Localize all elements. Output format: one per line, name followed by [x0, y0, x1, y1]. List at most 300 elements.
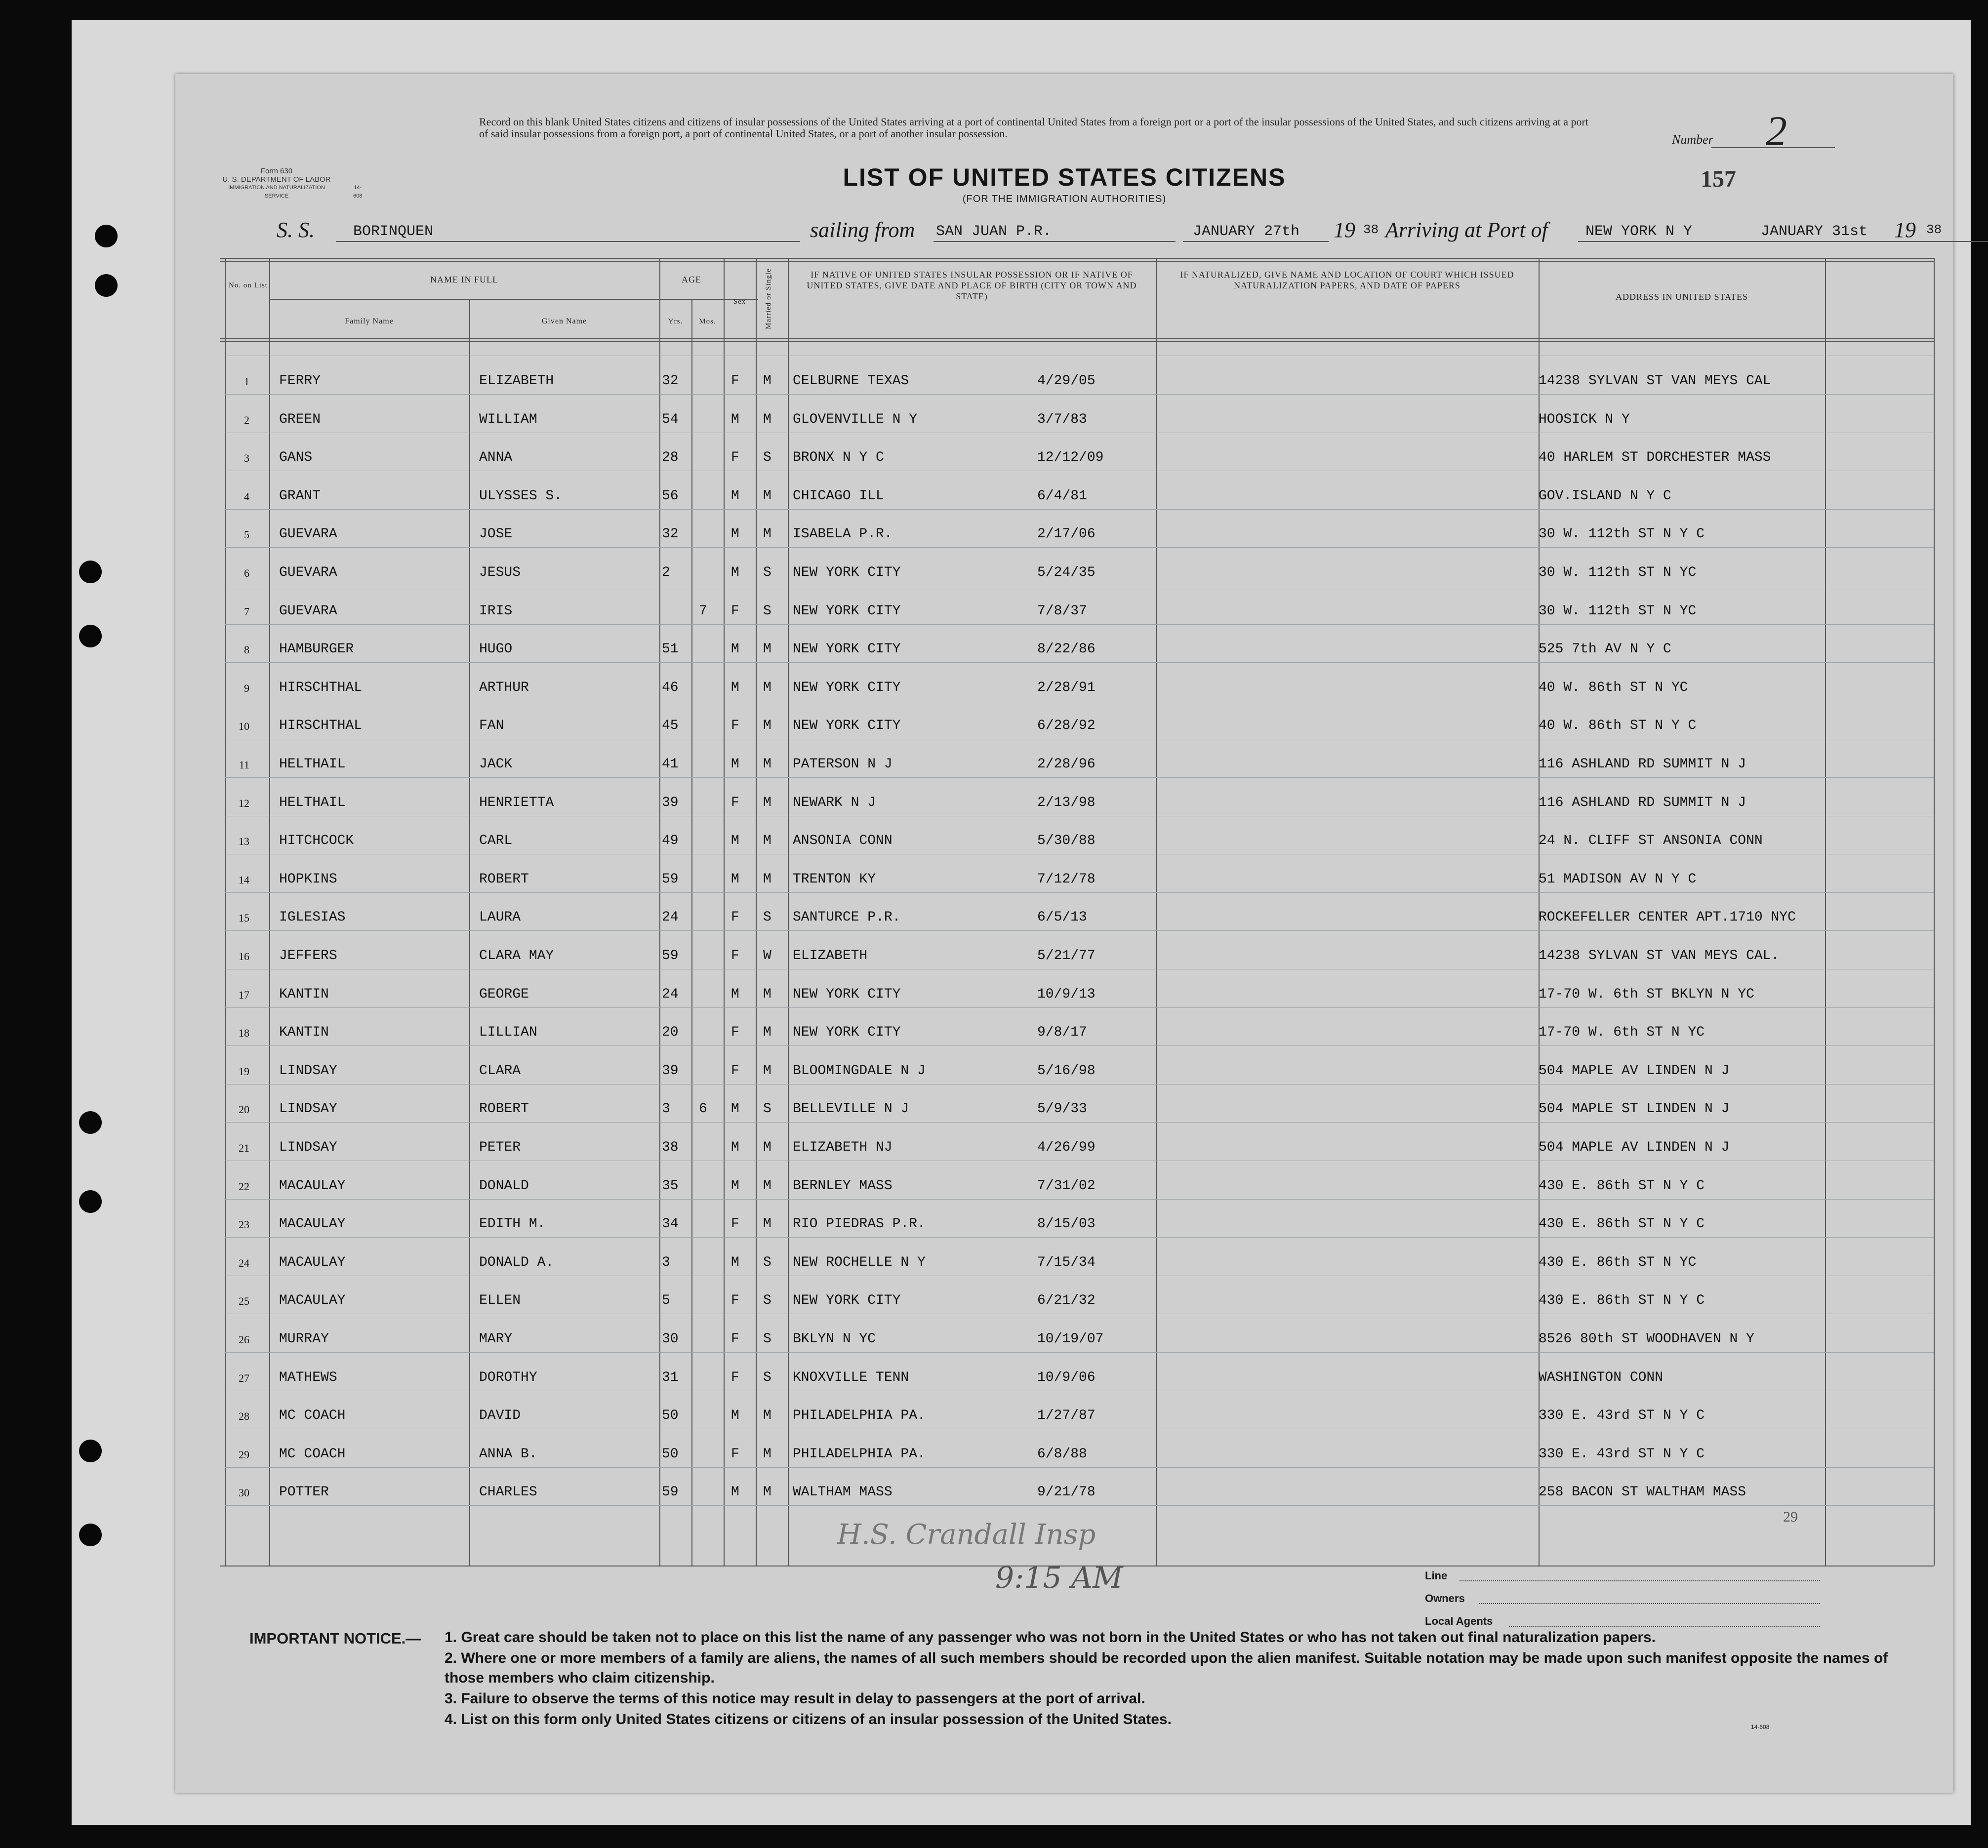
service-name: IMMIGRATION AND NATURALIZATION SERVICE [228, 185, 325, 199]
notice-item-1: 1. Great care should be taken not to place on this list the name of any passenger who was not born in the United States or who has not taken out final naturalization papers. [445, 1629, 1656, 1646]
birth-place: WALTHAM MASS [793, 1485, 893, 1500]
table-top-rule [220, 261, 1934, 262]
marital-status: S [763, 1331, 771, 1347]
birth-date: 6/5/13 [1037, 910, 1087, 925]
birth-place: BRONX N Y C [793, 450, 884, 466]
us-address: 525 7th AV N Y C [1539, 642, 1671, 657]
col-head-name: NAME IN FULL [430, 275, 498, 284]
given-name: ARTHUR [479, 680, 529, 695]
birth-place: ISABELA P.R. [793, 526, 893, 542]
family-name: KANTIN [279, 1025, 329, 1041]
ship-underline [336, 241, 800, 242]
col-head-mos: Mos. [699, 318, 716, 325]
marital-status: M [763, 1140, 771, 1155]
family-name: HELTHAIL [279, 757, 346, 772]
notice-item-2: 2. Where one or more members of a family are aliens, the names of all such members should be recorded upon the alien manifest. Suitable notation may be made upon such manifest opposite the names of those members who claim citizenship. [445, 1650, 1888, 1686]
birth-date: 5/24/35 [1037, 565, 1095, 580]
line-number: 2 [244, 413, 249, 426]
family-name: HAMBURGER [279, 642, 354, 657]
birth-place: NEW YORK CITY [793, 603, 901, 619]
line-number: 3 [244, 452, 249, 465]
birth-date: 6/28/92 [1037, 718, 1095, 734]
age-years: 3 [662, 1101, 670, 1117]
marital-status: M [763, 833, 771, 849]
line-number: 23 [239, 1218, 249, 1231]
birth-place: NEW YORK CITY [793, 1293, 901, 1309]
birth-place: SANTURCE P.R. [793, 910, 901, 925]
age-years: 32 [662, 373, 679, 389]
birth-date: 6/4/81 [1037, 488, 1087, 504]
family-name: MACAULAY [279, 1293, 346, 1309]
us-address: 14238 SYLVAN ST VAN MEYS CAL [1539, 373, 1771, 389]
column-rule [1156, 258, 1157, 1566]
sex: M [731, 1140, 739, 1155]
col-head-no: No. on List [229, 281, 268, 289]
us-address: WASHINGTON CONN [1539, 1369, 1663, 1385]
inspector-signature: H.S. Crandall Insp [837, 1519, 1096, 1551]
number-label: Number [1672, 132, 1713, 147]
sex: F [731, 1369, 739, 1385]
sex: M [731, 871, 739, 887]
family-name: LINDSAY [279, 1101, 337, 1117]
marital-status: M [763, 1178, 771, 1194]
sex: F [731, 603, 739, 619]
form-number: Form 630 [260, 167, 293, 175]
birth-place: BERNLEY MASS [793, 1178, 893, 1194]
sex: M [731, 526, 739, 542]
marital-status: M [763, 411, 771, 427]
age-years: 51 [662, 642, 679, 657]
ruled-line [225, 1084, 1934, 1085]
family-name: HELTHAIL [279, 795, 346, 810]
given-name: DAVID [479, 1408, 521, 1424]
given-name: FAN [479, 718, 504, 734]
ruled-line [225, 624, 1934, 625]
family-name: HOPKINS [279, 871, 337, 887]
line-number: 19 [239, 1065, 249, 1078]
line-number: 21 [239, 1142, 249, 1154]
age-years: 34 [662, 1216, 679, 1232]
age-years: 45 [662, 718, 679, 734]
marital-status: M [763, 718, 771, 734]
given-name: CHARLES [479, 1485, 537, 1500]
binder-hole [79, 625, 102, 647]
family-name: GREEN [279, 411, 321, 427]
birth-date: 7/31/02 [1037, 1178, 1095, 1194]
age-years: 59 [662, 871, 679, 887]
birth-place: NEW YORK CITY [793, 986, 901, 1002]
family-name: GUEVARA [279, 526, 337, 542]
line-number: 7 [244, 605, 249, 618]
age-years: 59 [662, 1485, 679, 1500]
age-group-rule [659, 299, 709, 300]
family-name: MC COACH [279, 1446, 346, 1462]
age-years: 46 [662, 680, 679, 695]
birth-place: NEW ROCHELLE N Y [793, 1254, 926, 1270]
marital-status: M [763, 1025, 771, 1041]
ruled-line [225, 777, 1934, 778]
birth-date: 7/15/34 [1037, 1254, 1095, 1270]
line-number: 9 [244, 682, 249, 694]
birth-date: 5/21/77 [1037, 948, 1095, 964]
birth-place: ELIZABETH NJ [793, 1140, 893, 1155]
sex: M [731, 1178, 739, 1194]
line-number: 20 [239, 1103, 249, 1116]
column-rule [659, 258, 660, 1566]
from-port: SAN JUAN P.R. [936, 223, 1052, 240]
birth-date: 10/9/13 [1037, 986, 1095, 1002]
age-months: 6 [699, 1101, 707, 1117]
marital-status: S [763, 565, 771, 580]
depart-year: 38 [1363, 222, 1379, 237]
us-address: 330 E. 43rd ST N Y C [1539, 1446, 1705, 1462]
sex: M [731, 565, 739, 580]
birth-place: GLOVENVILLE N Y [793, 411, 918, 427]
us-address: 430 E. 86th ST N YC [1539, 1254, 1697, 1270]
family-name: MACAULAY [279, 1216, 346, 1232]
marital-status: S [763, 603, 771, 619]
marital-status: S [763, 1369, 771, 1385]
family-name: JEFFERS [279, 948, 337, 964]
print-code: 14-608 [353, 185, 363, 199]
ruled-line [225, 509, 1934, 510]
col-head-age: AGE [682, 275, 701, 284]
birth-date: 4/26/99 [1037, 1140, 1095, 1155]
handwritten-time: 9:15 AM [995, 1561, 1123, 1595]
us-address: 504 MAPLE ST LINDEN N J [1539, 1101, 1730, 1117]
birth-date: 8/22/86 [1037, 642, 1095, 657]
agents-label: Local Agents [1425, 1615, 1493, 1627]
birth-place: BKLYN N YC [793, 1331, 876, 1347]
given-name: WILLIAM [479, 411, 537, 427]
sex: F [731, 1331, 739, 1347]
line-number: 8 [244, 643, 249, 656]
given-name: PETER [479, 1140, 521, 1155]
birth-date: 5/9/33 [1037, 1101, 1087, 1117]
sex: F [731, 910, 739, 925]
marital-status: S [763, 1254, 771, 1270]
marital-status: S [763, 1293, 771, 1309]
line-number: 11 [239, 759, 249, 771]
sailing-label: sailing from [810, 218, 915, 242]
ruled-line [225, 1352, 1934, 1353]
age-years: 50 [662, 1446, 679, 1462]
given-name: DONALD A. [479, 1254, 554, 1270]
ruled-line [225, 547, 1934, 548]
line-number: 12 [239, 797, 249, 809]
birth-place: BLOOMINGDALE N J [793, 1063, 926, 1079]
age-years: 39 [662, 795, 679, 810]
family-name: MC COACH [279, 1408, 346, 1424]
column-rule [788, 258, 789, 1566]
depart-date: JANUARY 27th [1193, 223, 1300, 240]
notice-heading: IMPORTANT NOTICE.— [249, 1630, 421, 1647]
family-name: MATHEWS [279, 1369, 337, 1385]
family-name: MACAULAY [279, 1178, 346, 1194]
ruled-line [225, 1467, 1934, 1468]
arrive-date: JANUARY 31st [1761, 223, 1868, 240]
binder-hole [95, 225, 118, 247]
marital-status: M [763, 488, 771, 504]
age-years: 38 [662, 1140, 679, 1155]
birth-date: 12/12/09 [1037, 450, 1104, 466]
form-preamble: Record on this blank United States citizens and citizens of insular possessions of the United States arriving at a port of continental United States from a foreign port or a port of the insular possessions of the United States, and such citizens arriving at a port of said insular possessions from a foreign port, a port of continental United States, or a port of another insular possession. [479, 116, 1588, 140]
age-years: 2 [662, 565, 670, 580]
sex: F [731, 450, 739, 466]
birth-date: 8/15/03 [1037, 1216, 1095, 1232]
given-name: CLARA [479, 1063, 521, 1079]
birth-place: TRENTON KY [793, 871, 876, 887]
birth-date: 9/21/78 [1037, 1485, 1095, 1500]
us-address: 116 ASHLAND RD SUMMIT N J [1539, 795, 1746, 810]
column-rule [1825, 258, 1826, 1566]
age-years: 41 [662, 757, 679, 772]
sex: F [731, 1293, 739, 1309]
from-underline [933, 241, 1176, 242]
line-number: 26 [239, 1333, 249, 1346]
family-name: IGLESIAS [279, 910, 346, 925]
family-name: GUEVARA [279, 603, 337, 619]
year-prefix: 19 [1894, 218, 1916, 242]
birth-place: RIO PIEDRAS P.R. [793, 1216, 926, 1232]
ruled-line [225, 1007, 1934, 1008]
col-head-naturalized: IF NATURALIZED, GIVE NAME AND LOCATION OF COURT WHICH ISSUED NATURALIZATION PAPERS, AND DATE OF PAPERS [1180, 270, 1514, 290]
arriving-label: Arriving at Port of [1385, 218, 1548, 242]
sex: F [731, 1025, 739, 1041]
birth-date: 2/13/98 [1037, 795, 1095, 810]
us-address: 17-70 W. 6th ST BKLYN N YC [1539, 986, 1754, 1002]
line-number: 10 [239, 720, 249, 733]
count-total: 29 [1783, 1509, 1798, 1525]
family-name: GRANT [279, 488, 321, 504]
age-years: 54 [662, 411, 679, 427]
marital-status: M [763, 871, 771, 887]
line-number: 29 [239, 1448, 249, 1461]
manifest-page [175, 74, 1953, 1793]
age-years: 56 [662, 488, 679, 504]
given-name: MARY [479, 1331, 513, 1347]
ruled-line [225, 930, 1934, 931]
birth-date: 9/8/17 [1037, 1025, 1087, 1041]
birth-date: 6/21/32 [1037, 1293, 1095, 1309]
given-name: CARL [479, 833, 513, 849]
age-years: 24 [662, 986, 679, 1002]
sex: F [731, 795, 739, 810]
given-name: LILLIAN [479, 1025, 537, 1041]
ship-name: BORINQUEN [353, 223, 434, 240]
birth-place: ANSONIA CONN [793, 833, 893, 849]
marital-status: M [763, 795, 771, 810]
arrive-year: 38 [1926, 222, 1942, 237]
line-number: 1 [244, 375, 249, 388]
birth-date: 6/8/88 [1037, 1446, 1087, 1462]
sex: M [731, 1254, 739, 1270]
col-head-married: Married or Single [765, 268, 772, 329]
us-address: 504 MAPLE AV LINDEN N J [1539, 1140, 1730, 1155]
birth-place: ELIZABETH [793, 948, 868, 964]
birth-place: KNOXVILLE TENN [793, 1369, 909, 1385]
table-top-rule [220, 258, 1934, 259]
sex: M [731, 488, 739, 504]
page-subtitle: (FOR THE IMMIGRATION AUTHORITIES) [962, 194, 1167, 204]
birth-date: 5/16/98 [1037, 1063, 1095, 1079]
us-address: 30 W. 112th ST N Y C [1539, 526, 1705, 542]
header-bottom-rule [220, 338, 1934, 339]
col-head-yrs: Yrs. [668, 318, 683, 325]
birth-place: CELBURNE TEXAS [793, 373, 909, 389]
us-address: 30 W. 112th ST N YC [1539, 565, 1697, 580]
birth-date: 3/7/83 [1037, 411, 1087, 427]
marital-status: W [763, 948, 771, 964]
marital-status: M [763, 1216, 771, 1232]
given-name: ELIZABETH [479, 373, 554, 389]
marital-status: S [763, 450, 771, 466]
birth-place: PHILADELPHIA PA. [793, 1408, 926, 1424]
line-number: 18 [239, 1027, 249, 1040]
column-rule [225, 258, 226, 1566]
marital-status: M [763, 757, 771, 772]
birth-place: NEW YORK CITY [793, 680, 901, 695]
family-name: GUEVARA [279, 565, 337, 580]
marital-status: M [763, 642, 771, 657]
ruled-line [225, 892, 1934, 893]
us-address: 40 HARLEM ST DORCHESTER MASS [1539, 450, 1771, 466]
col-head-given: Given Name [541, 317, 587, 325]
us-address: GOV.ISLAND N Y C [1539, 488, 1671, 504]
depart-underline [1183, 241, 1329, 242]
marital-status: M [763, 680, 771, 695]
column-rule [691, 299, 692, 1566]
sex: M [731, 642, 739, 657]
birth-date: 2/17/06 [1037, 526, 1095, 542]
page-number: 157 [1701, 166, 1736, 192]
line-number: 16 [239, 950, 249, 963]
binder-hole [79, 1440, 102, 1462]
line-number: 13 [239, 835, 249, 848]
owners-fill [1479, 1603, 1820, 1604]
family-name: FERRY [279, 373, 321, 389]
family-name: HITCHCOCK [279, 833, 354, 849]
page-title: LIST OF UNITED STATES CITIZENS [843, 163, 1286, 191]
col-head-address: ADDRESS IN UNITED STATES [1615, 292, 1748, 302]
column-rule [269, 258, 270, 1566]
given-name: LAURA [479, 910, 521, 925]
marital-status: S [763, 910, 771, 925]
family-name: HIRSCHTHAL [279, 718, 363, 734]
line-number: 5 [244, 528, 249, 541]
given-name: DOROTHY [479, 1369, 537, 1385]
us-address: 40 W. 86th ST N YC [1539, 680, 1688, 695]
family-name: POTTER [279, 1485, 329, 1500]
ss-label: S. S. [277, 218, 315, 242]
line-label: Line [1425, 1569, 1448, 1582]
marital-status: M [763, 1408, 771, 1424]
ruled-line [225, 1237, 1934, 1238]
column-rule [469, 299, 470, 1566]
given-name: ANNA B. [479, 1446, 537, 1462]
line-number: 25 [239, 1295, 249, 1308]
birth-place: PHILADELPHIA PA. [793, 1446, 926, 1462]
birth-place: CHICAGO ILL [793, 488, 884, 504]
sex: M [731, 680, 739, 695]
to-port: NEW YORK N Y [1585, 223, 1693, 240]
column-rule [724, 258, 725, 1566]
marital-status: M [763, 1485, 771, 1500]
line-number: 22 [239, 1180, 249, 1193]
age-years: 39 [662, 1063, 679, 1079]
sex: M [731, 1101, 739, 1117]
given-name: ULYSSES S. [479, 488, 563, 504]
given-name: CLARA MAY [479, 948, 554, 964]
sex: M [731, 757, 739, 772]
us-address: 430 E. 86th ST N Y C [1539, 1293, 1705, 1309]
col-head-birth: IF NATIVE OF UNITED STATES INSULAR POSSESSION OR IF NATIVE OF UNITED STATES, GIVE DATE AND PLACE OF BIRTH (CITY OR TOWN AND STATE) [807, 270, 1137, 301]
binder-hole [79, 1111, 102, 1134]
birth-date: 7/8/37 [1037, 603, 1087, 619]
age-years: 5 [662, 1293, 670, 1309]
birth-date: 5/30/88 [1037, 833, 1095, 849]
family-name: GANS [279, 450, 313, 466]
line-number: 4 [244, 490, 249, 503]
header-bottom-rule [220, 341, 1934, 342]
birth-date: 10/19/07 [1037, 1331, 1104, 1347]
age-years: 32 [662, 526, 679, 542]
birth-place: NEW YORK CITY [793, 565, 901, 580]
given-name: JESUS [479, 565, 521, 580]
birth-place: NEWARK N J [793, 795, 876, 810]
age-years: 20 [662, 1025, 679, 1041]
birth-date: 1/27/87 [1037, 1408, 1095, 1424]
handwritten-number: 2 [1766, 107, 1787, 155]
family-name: MURRAY [279, 1331, 329, 1347]
arrive-underline [1578, 241, 1988, 242]
department-name: U. S. DEPARTMENT OF LABOR [222, 175, 331, 184]
birth-date: 7/12/78 [1037, 871, 1095, 887]
age-years: 59 [662, 948, 679, 964]
line-number: 27 [239, 1371, 249, 1384]
sex: M [731, 986, 739, 1002]
notice-item-4: 4. List on this form only United States citizens or citizens of an insular possession of the United States. [445, 1711, 1172, 1727]
line-number: 28 [239, 1410, 249, 1423]
sex: F [731, 718, 739, 734]
given-name: ROBERT [479, 1101, 529, 1117]
age-years: 24 [662, 910, 679, 925]
marital-status: M [763, 986, 771, 1002]
sex: F [731, 373, 739, 389]
age-years: 3 [662, 1254, 670, 1270]
us-address: 258 BACON ST WALTHAM MASS [1539, 1485, 1746, 1500]
us-address: 330 E. 43rd ST N Y C [1539, 1408, 1705, 1424]
sex: F [731, 1063, 739, 1079]
us-address: 14238 SYLVAN ST VAN MEYS CAL. [1539, 948, 1780, 964]
us-address: 8526 80th ST WOODHAVEN N Y [1539, 1331, 1754, 1347]
given-name: GEORGE [479, 986, 529, 1002]
sex: M [731, 1408, 739, 1424]
birth-place: NEW YORK CITY [793, 718, 901, 734]
line-number: 17 [239, 988, 249, 1001]
year-prefix: 19 [1334, 218, 1355, 242]
sex: M [731, 833, 739, 849]
binder-hole [79, 561, 102, 583]
age-years: 30 [662, 1331, 679, 1347]
col-head-family: Family Name [345, 317, 394, 325]
col-head-sex: Sex [733, 298, 746, 306]
ruled-line [225, 1045, 1934, 1046]
ruled-line [225, 662, 1934, 663]
agents-fill [1509, 1626, 1820, 1627]
ruled-line [225, 1505, 1934, 1506]
ruled-line [225, 394, 1934, 395]
